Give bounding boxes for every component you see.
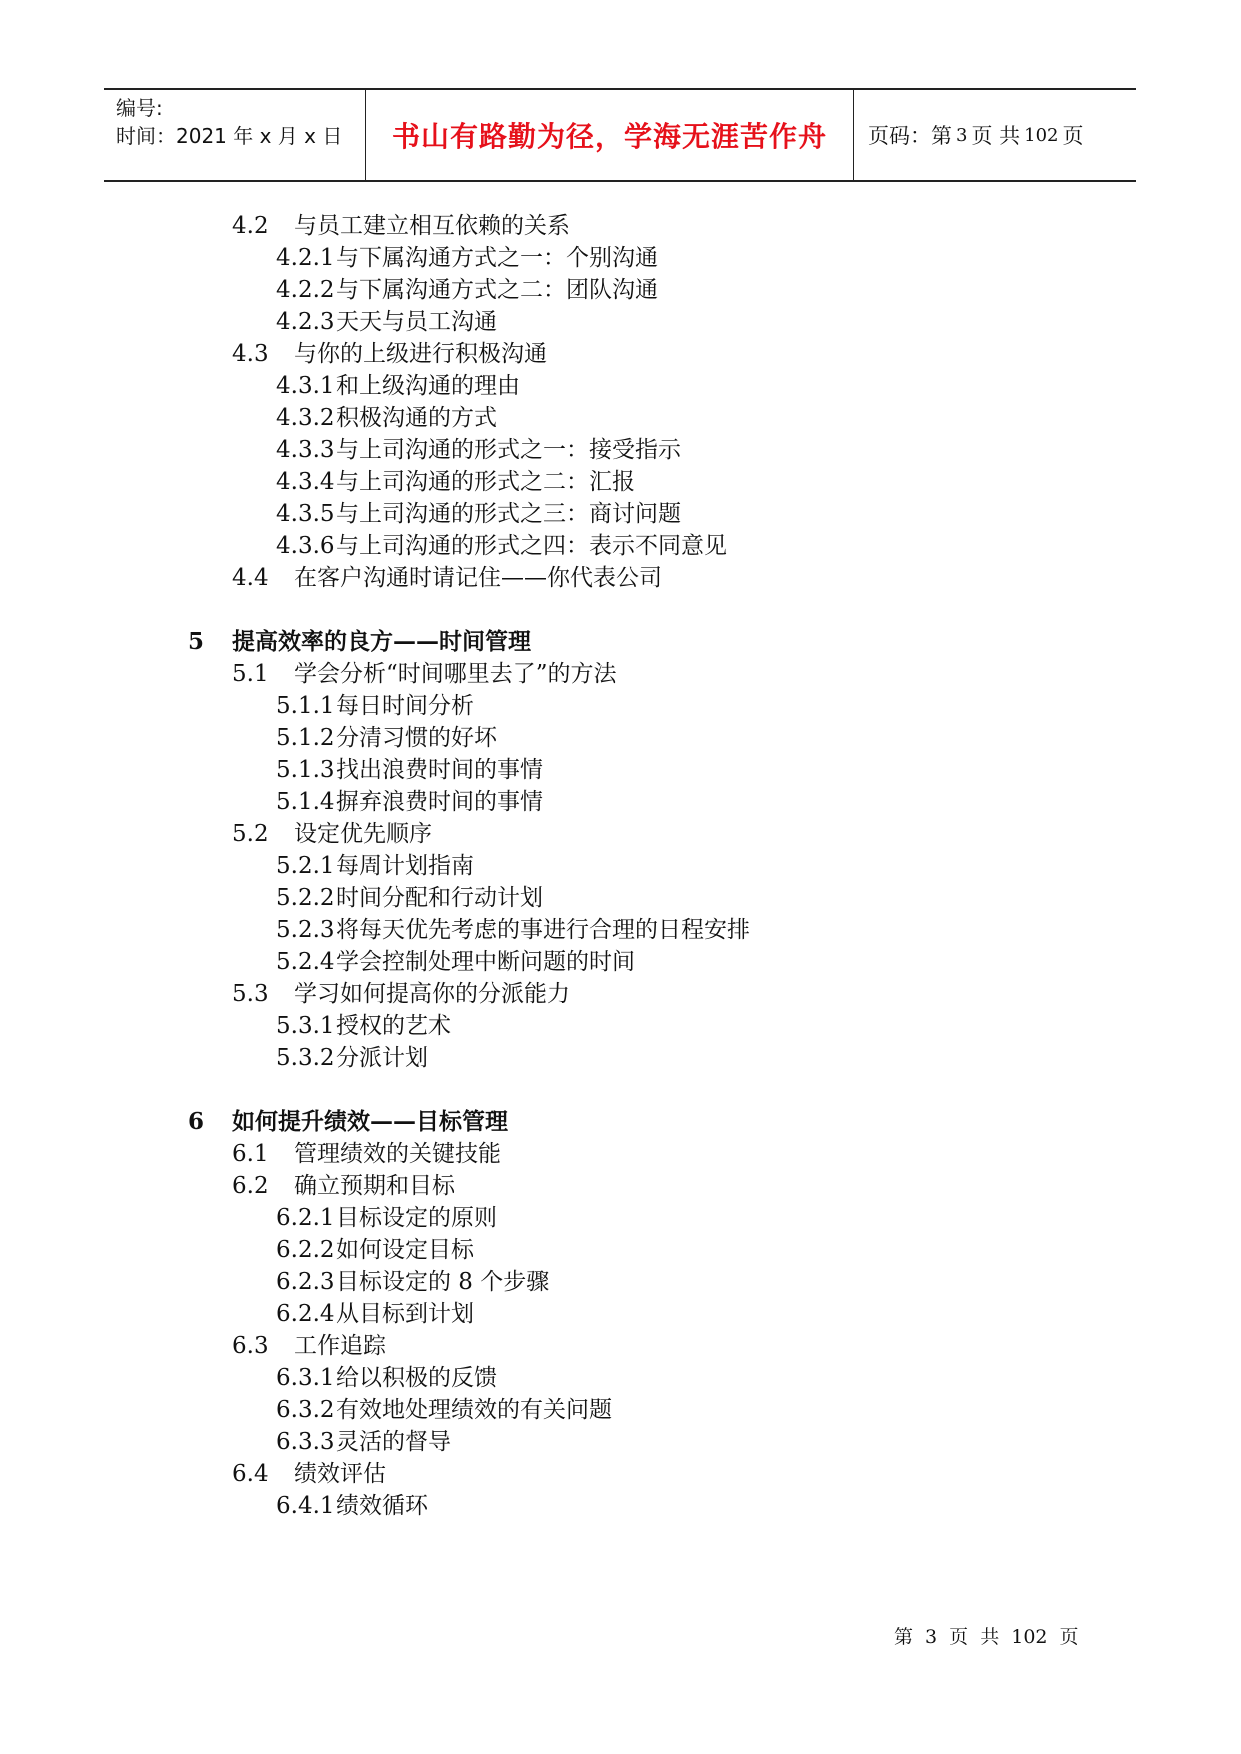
toc-number: 4.2 [232, 213, 269, 239]
toc-title: 灵活的督导 [336, 1429, 451, 1455]
toc-number: 5.1.3 [276, 757, 335, 783]
toc-number: 5.2.2 [276, 885, 335, 911]
toc-title: 学会控制处理中断问题的时间 [336, 949, 635, 975]
toc-number: 6.2.3 [276, 1269, 335, 1295]
toc-subsection [276, 690, 474, 722]
toc-number: 6 [188, 1108, 205, 1135]
toc-number: 4.2.1 [276, 245, 335, 271]
toc-number: 4.3.2 [276, 405, 335, 431]
toc-title: 从目标到计划 [336, 1301, 474, 1327]
toc-title: 分派计划 [336, 1045, 428, 1071]
toc-number: 4.3.4 [276, 469, 335, 495]
toc-chapter [188, 626, 531, 658]
toc-number: 5.3.2 [276, 1045, 335, 1071]
toc-title: 与上司沟通的形式之四：表示不同意见 [336, 533, 727, 559]
toc-subsection [276, 754, 543, 786]
toc-title: 与上司沟通的形式之三：商讨问题 [336, 501, 681, 527]
toc-title: 绩效评估 [294, 1461, 386, 1487]
toc-subsection [276, 946, 635, 978]
toc-title: 每日时间分析 [336, 693, 474, 719]
toc-title: 学会分析“时间哪里去了”的方法 [294, 661, 617, 687]
toc-title: 目标设定的 8 个步骤 [336, 1269, 550, 1295]
toc-number: 5.1.2 [276, 725, 335, 751]
toc-number: 4.2.3 [276, 309, 335, 335]
toc-title: 与下属沟通方式之二：团队沟通 [336, 277, 658, 303]
toc-title: 积极沟通的方式 [336, 405, 497, 431]
toc-subsection [276, 1298, 474, 1330]
toc-title: 给以积极的反馈 [336, 1365, 497, 1391]
toc-subsection [276, 242, 658, 274]
toc-subsection [276, 722, 497, 754]
toc-subsection [276, 370, 520, 402]
toc-subsection [276, 914, 750, 946]
toc-number: 6.3 [232, 1333, 269, 1359]
toc-number: 5 [188, 628, 205, 655]
toc-subsection [276, 1234, 474, 1266]
time-label: 时间：2021 年 x 月 x 日 [116, 124, 343, 148]
toc-section [232, 1138, 501, 1170]
toc-section [232, 1170, 455, 1202]
toc-number: 6.2.1 [276, 1205, 335, 1231]
toc-number: 4.3 [232, 341, 269, 367]
toc-title: 设定优先顺序 [294, 821, 432, 847]
toc-section [232, 338, 547, 370]
toc-number: 6.3.3 [276, 1429, 335, 1455]
toc-number: 6.1 [232, 1141, 269, 1167]
toc-title: 授权的艺术 [336, 1013, 451, 1039]
page-header [104, 88, 1136, 182]
toc-subsection [276, 1202, 497, 1234]
toc-section [232, 818, 432, 850]
toc-subsection [276, 274, 658, 306]
toc-number: 5.1.4 [276, 789, 335, 815]
header-meta [104, 90, 366, 180]
toc-subsection [276, 1362, 497, 1394]
toc-title: 绩效循环 [336, 1493, 428, 1519]
toc-number: 5.3 [232, 981, 269, 1007]
toc-title: 有效地处理绩效的有关问题 [336, 1397, 612, 1423]
toc-title: 与员工建立相互依赖的关系 [294, 213, 570, 239]
toc-number: 4.3.5 [276, 501, 335, 527]
toc-subsection [276, 786, 543, 818]
toc-number: 6.2.4 [276, 1301, 335, 1327]
toc-number: 5.2.3 [276, 917, 335, 943]
toc-title: 分清习惯的好坏 [336, 725, 497, 751]
toc-number: 4.2.2 [276, 277, 335, 303]
toc-subsection [276, 434, 681, 466]
page-prefix: 页码：第 [868, 124, 952, 148]
toc-title: 和上级沟通的理由 [336, 373, 520, 399]
toc-number: 6.4.1 [276, 1493, 335, 1519]
toc-title: 如何设定目标 [336, 1237, 474, 1263]
toc-number: 4.3.1 [276, 373, 335, 399]
toc-section [232, 658, 617, 690]
toc-subsection [276, 1490, 428, 1522]
toc-number: 6.3.2 [276, 1397, 335, 1423]
toc-subsection [276, 530, 727, 562]
toc-subsection [276, 1394, 612, 1426]
toc-title: 确立预期和目标 [294, 1173, 455, 1199]
toc-number: 4.3.3 [276, 437, 335, 463]
toc-section [232, 978, 570, 1010]
toc-title: 将每天优先考虑的事进行合理的日程安排 [336, 917, 750, 943]
toc-number: 5.1 [232, 661, 269, 687]
toc-number: 5.2.1 [276, 853, 335, 879]
toc-title: 天天与员工沟通 [336, 309, 497, 335]
toc-subsection [276, 882, 543, 914]
toc-title: 摒弃浪费时间的事情 [336, 789, 543, 815]
toc-subsection [276, 498, 681, 530]
toc-subsection [276, 1042, 428, 1074]
toc-section [232, 1330, 386, 1362]
header-motto-cell [366, 90, 854, 180]
toc-title: 管理绩效的关键技能 [294, 1141, 501, 1167]
toc-number: 5.1.1 [276, 693, 335, 719]
toc-chapter [188, 1106, 508, 1138]
page-total: 102 [1024, 124, 1059, 146]
toc-number: 5.2.4 [276, 949, 335, 975]
toc-number: 4.4 [232, 565, 269, 591]
toc-section [232, 1458, 386, 1490]
header-page-info [854, 90, 1136, 180]
toc-section [232, 562, 662, 594]
page-footer: 第 3 页 共 102 页 [894, 1626, 1079, 1648]
toc-subsection [276, 1266, 549, 1298]
toc-subsection [276, 1426, 451, 1458]
toc-number: 6.4 [232, 1461, 269, 1487]
toc-title: 提高效率的良方——时间管理 [232, 628, 531, 655]
toc-number: 5.2 [232, 821, 269, 847]
number-label: 编号: [116, 96, 163, 120]
toc-title: 目标设定的原则 [336, 1205, 497, 1231]
toc-title: 与你的上级进行积极沟通 [294, 341, 547, 367]
page-number: 3 [956, 124, 968, 146]
toc-title: 在客户沟通时请记住——你代表公司 [294, 565, 662, 591]
toc-title: 学习如何提高你的分派能力 [294, 981, 570, 1007]
toc-title: 与上司沟通的形式之二：汇报 [336, 469, 635, 495]
toc-title: 时间分配和行动计划 [336, 885, 543, 911]
toc-subsection [276, 402, 497, 434]
toc-number: 6.3.1 [276, 1365, 335, 1391]
toc-title: 与上司沟通的形式之一：接受指示 [336, 437, 681, 463]
toc-title: 每周计划指南 [336, 853, 474, 879]
header-motto: 书山有路勤为径，学海无涯苦作舟 [391, 120, 827, 153]
toc-subsection [276, 850, 474, 882]
toc-title: 与下属沟通方式之一：个别沟通 [336, 245, 658, 271]
toc-section [232, 210, 570, 242]
page-suffix: 页 [1062, 124, 1084, 148]
page-mid: 页 共 [971, 124, 1021, 148]
toc-number: 6.2 [232, 1173, 269, 1199]
toc-subsection [276, 306, 497, 338]
toc-title: 找出浪费时间的事情 [336, 757, 543, 783]
toc-number: 4.3.6 [276, 533, 335, 559]
toc-number: 6.2.2 [276, 1237, 335, 1263]
toc-title: 如何提升绩效——目标管理 [232, 1108, 508, 1135]
toc-number: 5.3.1 [276, 1013, 335, 1039]
toc-subsection [276, 466, 635, 498]
toc-subsection [276, 1010, 451, 1042]
toc-title: 工作追踪 [294, 1333, 386, 1359]
